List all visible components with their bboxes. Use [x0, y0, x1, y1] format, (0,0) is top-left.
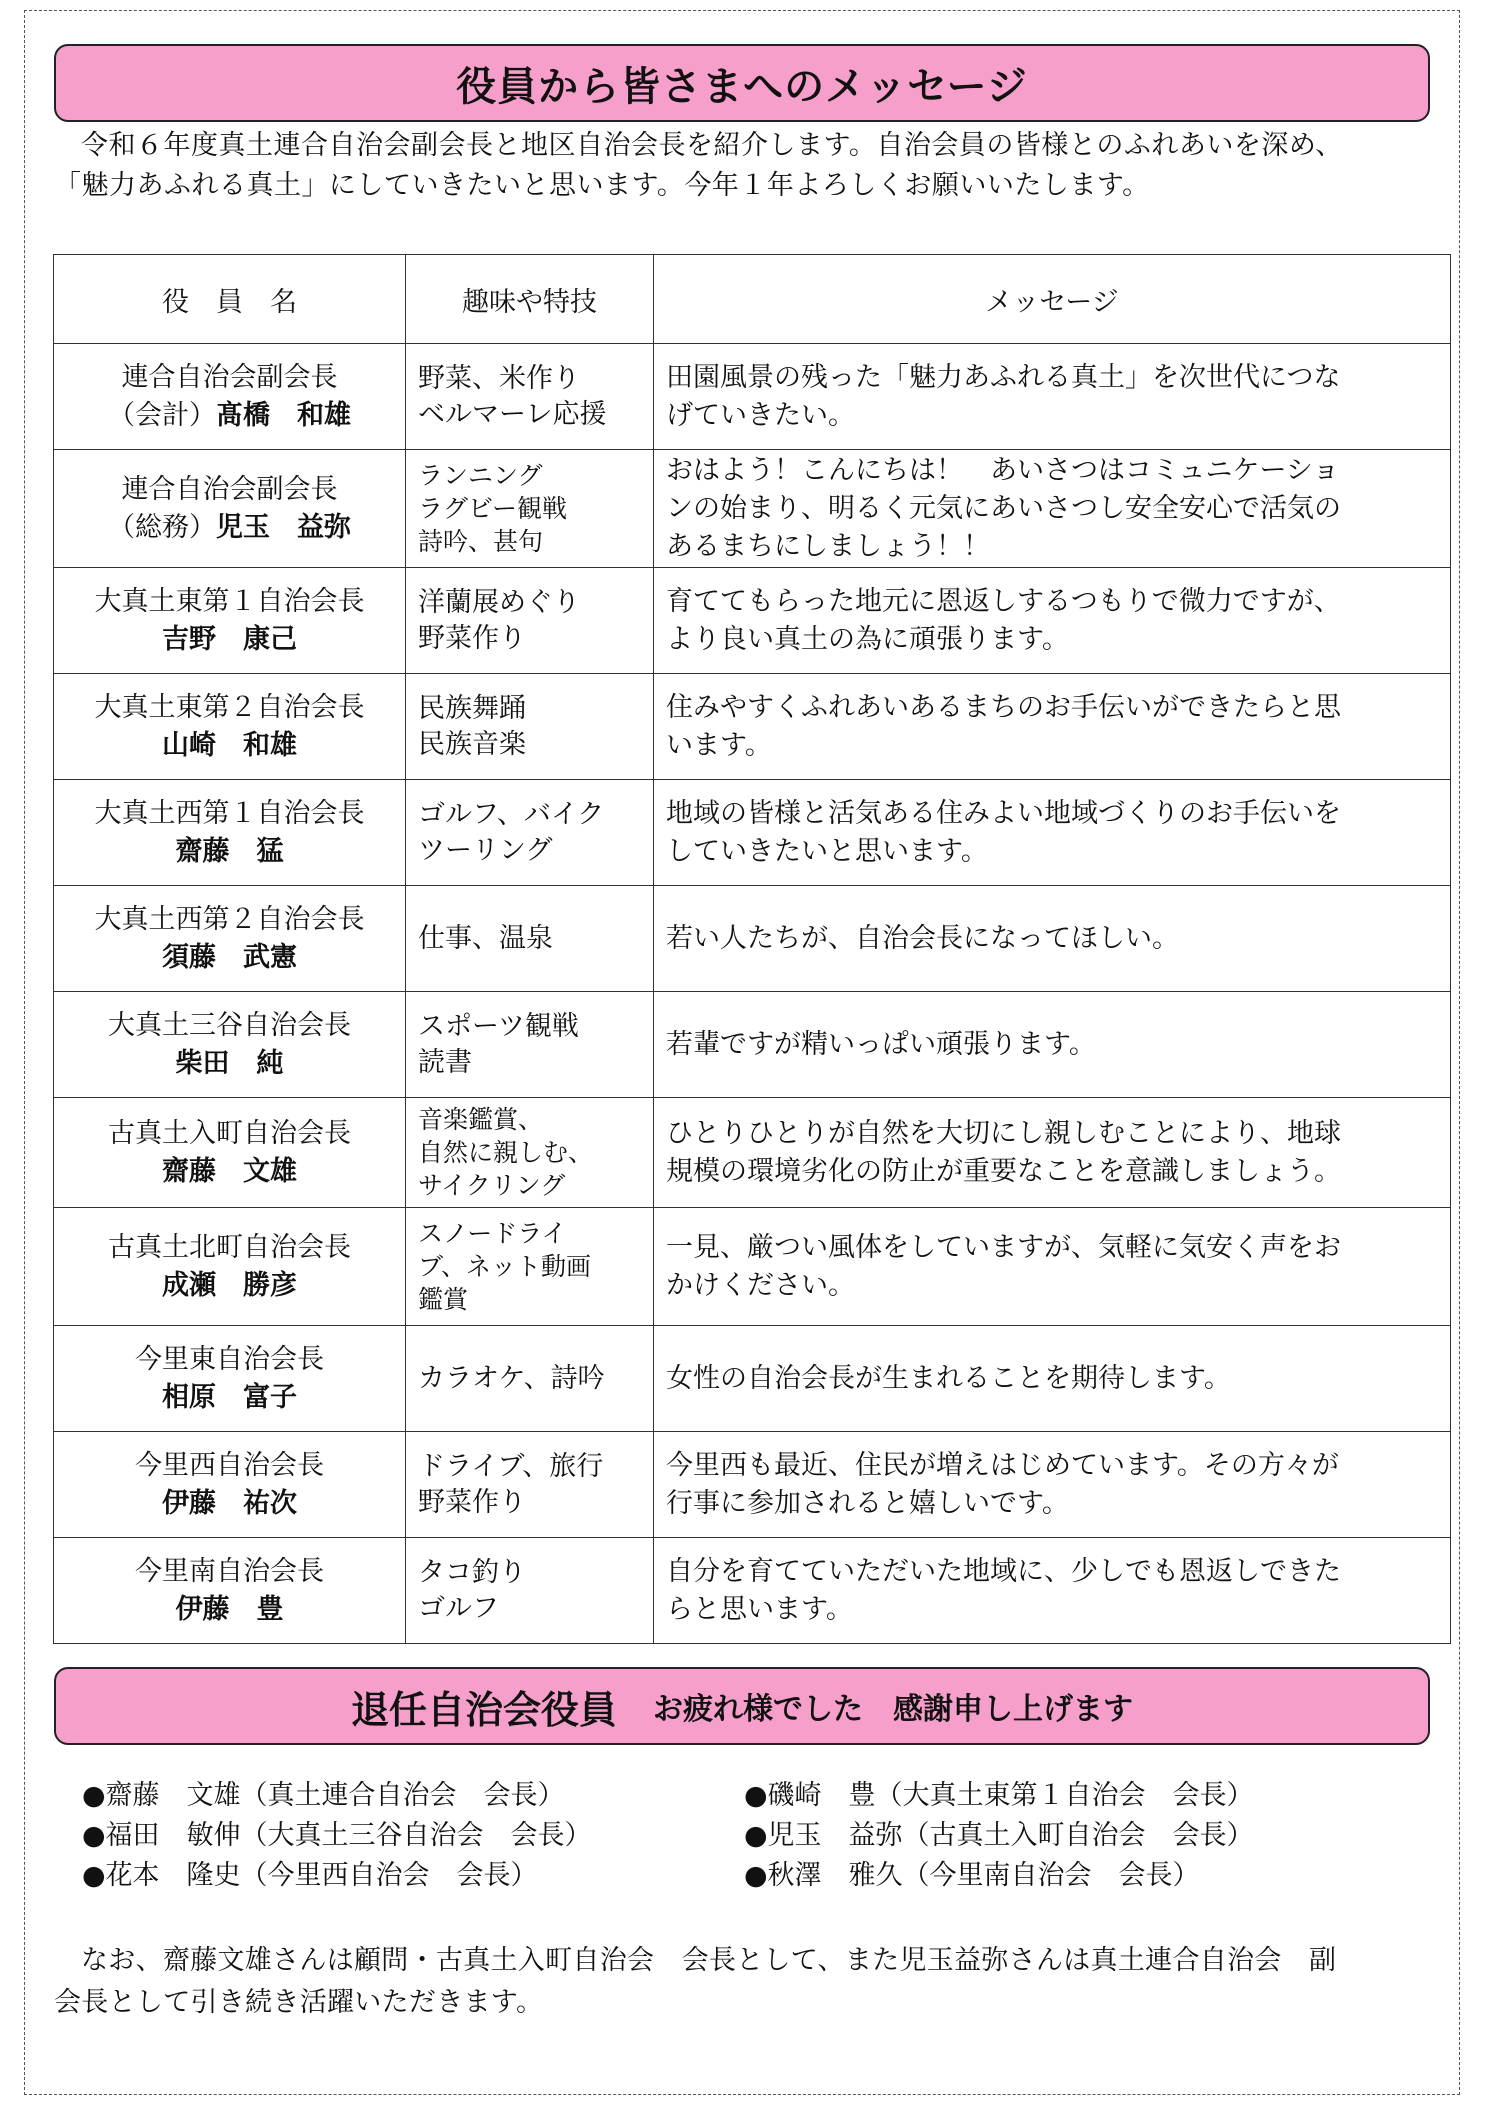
hobby-cell: ランニング ラグビー観戦 詩吟、甚句 [406, 450, 654, 568]
hobby-cell: 民族舞踊 民族音楽 [406, 674, 654, 780]
officer-name-cell [54, 568, 406, 674]
message-cell: おはよう！こんにちは！ あいさつはコミュニケーショ ンの始まり、明るく元気にあいさつし安全安心で活気の あるまちにしましょう！！ [654, 450, 1451, 568]
officer-person: 相原 富子 [162, 1381, 297, 1413]
officer-person: 児玉 益弥 [216, 511, 351, 543]
header-name: 役 員 名 [54, 255, 406, 344]
retired-subtitle: お疲れ様でした 感謝申し上げます [653, 1692, 1133, 1727]
officer-name-cell [54, 1098, 406, 1208]
table-row [54, 450, 1451, 568]
officer-person: 成瀬 勝彦 [162, 1269, 297, 1301]
table-row [54, 344, 1451, 450]
retired-title: 退任自治会役員 [350, 1687, 617, 1732]
message-cell: 田園風景の残った「魅力あふれる真土」を次世代につな げていきたい。 [654, 344, 1451, 450]
officer-person: 髙橋 和雄 [216, 399, 351, 431]
officer-name-cell [54, 1208, 406, 1326]
officer-title: 大真土東第１自治会長 [94, 585, 365, 617]
officer-title: 連合自治会副会長 [121, 361, 338, 393]
table-row [54, 568, 1451, 674]
officer-role-line [108, 512, 351, 543]
officer-role-line [108, 400, 351, 431]
list-item: ●福田 敏伸（大真土三谷自治会 会長） [82, 1820, 592, 1851]
officer-prefix: （総務） [108, 511, 216, 543]
list-item: ●齋藤 文雄（真土連合自治会 会長） [82, 1780, 565, 1811]
officer-title: 大真土東第２自治会長 [94, 691, 365, 723]
officer-title: 大真土西第１自治会長 [94, 797, 365, 829]
table-row [54, 1208, 1451, 1326]
officer-name-cell [54, 886, 406, 992]
officer-title: 古真土入町自治会長 [108, 1117, 351, 1149]
officer-person: 吉野 康己 [162, 623, 297, 655]
closing-note [54, 1940, 1450, 2024]
table-row [54, 1538, 1451, 1644]
list-item: ●磯崎 豊（大真土東第１自治会 会長） [744, 1780, 1254, 1811]
page-title: 役員から皆さまへのメッセージ [54, 44, 1430, 122]
intro-line-1: 令和６年度真土連合自治会副会長と地区自治会長を紹介します。自治会員の皆様とのふれあいを深め、 [81, 130, 1343, 161]
table-row [54, 1326, 1451, 1432]
message-cell: 住みやすくふれあいあるまちのお手伝いができたらと思 います。 [654, 674, 1451, 780]
officer-person: 齋藤 猛 [175, 835, 284, 867]
hobby-cell: 音楽鑑賞、 自然に親しむ、 サイクリング [406, 1098, 654, 1208]
list-item: ●秋澤 雅久（今里南自治会 会長） [744, 1860, 1200, 1891]
retired-list [82, 1776, 1442, 1896]
officer-person: 須藤 武憲 [162, 941, 297, 973]
hobby-cell: スポーツ観戦 読書 [406, 992, 654, 1098]
message-cell: 地域の皆様と活気ある住みよい地域づくりのお手伝いを していきたいと思います。 [654, 780, 1451, 886]
message-cell: 今里西も最近、住民が増えはじめています。その方々が 行事に参加されると嬉しいです。 [654, 1432, 1451, 1538]
table-header-row [54, 255, 1451, 344]
officer-person: 伊藤 祐次 [162, 1487, 297, 1519]
officer-name-cell [54, 1538, 406, 1644]
hobby-cell: スノードライ ブ、ネット動画 鑑賞 [406, 1208, 654, 1326]
message-cell: 女性の自治会長が生まれることを期待します。 [654, 1326, 1451, 1432]
message-cell: 育ててもらった地元に恩返しするつもりで微力ですが、 より良い真土の為に頑張ります。 [654, 568, 1451, 674]
officer-title: 大真土三谷自治会長 [108, 1009, 351, 1041]
message-cell: 若輩ですが精いっぱい頑張ります。 [654, 992, 1451, 1098]
officer-title: 今里南自治会長 [135, 1555, 324, 1587]
hobby-cell: 仕事、温泉 [406, 886, 654, 992]
closing-line-2: 会長として引き続き活躍いただきます。 [54, 1987, 544, 2018]
intro-line-2: 「魅力あふれる真土」にしていきたいと思います。今年１年よろしくお願いいたします。 [54, 170, 1150, 201]
table-row [54, 992, 1451, 1098]
hobby-cell: タコ釣り ゴルフ [406, 1538, 654, 1644]
officer-title: 今里西自治会長 [135, 1449, 324, 1481]
table-row [54, 674, 1451, 780]
table-row [54, 1098, 1451, 1208]
officer-person: 齋藤 文雄 [162, 1155, 297, 1187]
officer-name-cell [54, 674, 406, 780]
intro-text [54, 126, 1444, 206]
table-row [54, 1432, 1451, 1538]
officer-title: 連合自治会副会長 [121, 473, 338, 505]
header-message: メッセージ [654, 255, 1451, 344]
officer-prefix: （会計） [108, 399, 216, 431]
officer-name-cell [54, 450, 406, 568]
hobby-cell: ゴルフ、バイク ツーリング [406, 780, 654, 886]
retired-banner [54, 1667, 1430, 1745]
officer-name-cell [54, 1326, 406, 1432]
officer-title: 大真土西第２自治会長 [94, 903, 365, 935]
officer-person: 伊藤 豊 [175, 1593, 284, 1625]
list-item: ●花本 隆史（今里西自治会 会長） [82, 1860, 538, 1891]
officers-table [53, 254, 1451, 1644]
hobby-cell: カラオケ、詩吟 [406, 1326, 654, 1432]
header-hobby: 趣味や特技 [406, 255, 654, 344]
message-cell: 自分を育てていただいた地域に、少しでも恩返しできた らと思います。 [654, 1538, 1451, 1644]
officer-name-cell [54, 344, 406, 450]
officer-title: 今里東自治会長 [135, 1343, 324, 1375]
officer-name-cell [54, 1432, 406, 1538]
message-cell: 一見、厳つい風体をしていますが、気軽に気安く声をお かけください。 [654, 1208, 1451, 1326]
officer-person: 山崎 和雄 [162, 729, 297, 761]
list-item: ●児玉 益弥（古真土入町自治会 会長） [744, 1820, 1254, 1851]
hobby-cell: 洋蘭展めぐり 野菜作り [406, 568, 654, 674]
closing-line-1: なお、齋藤文雄さんは顧問・古真土入町自治会 会長として、また児玉益弥さんは真土連合自治会 副 [81, 1945, 1337, 1976]
officer-name-cell [54, 780, 406, 886]
table-row [54, 780, 1451, 886]
message-cell: 若い人たちが、自治会長になってほしい。 [654, 886, 1451, 992]
officer-title: 古真土北町自治会長 [108, 1231, 351, 1263]
hobby-cell: 野菜、米作り ベルマーレ応援 [406, 344, 654, 450]
hobby-cell: ドライブ、旅行 野菜作り [406, 1432, 654, 1538]
table-row [54, 886, 1451, 992]
officer-name-cell [54, 992, 406, 1098]
officer-person: 柴田 純 [175, 1047, 284, 1079]
message-cell: ひとりひとりが自然を大切にし親しむことにより、地球 規模の環境劣化の防止が重要なことを意識しましょう。 [654, 1098, 1451, 1208]
